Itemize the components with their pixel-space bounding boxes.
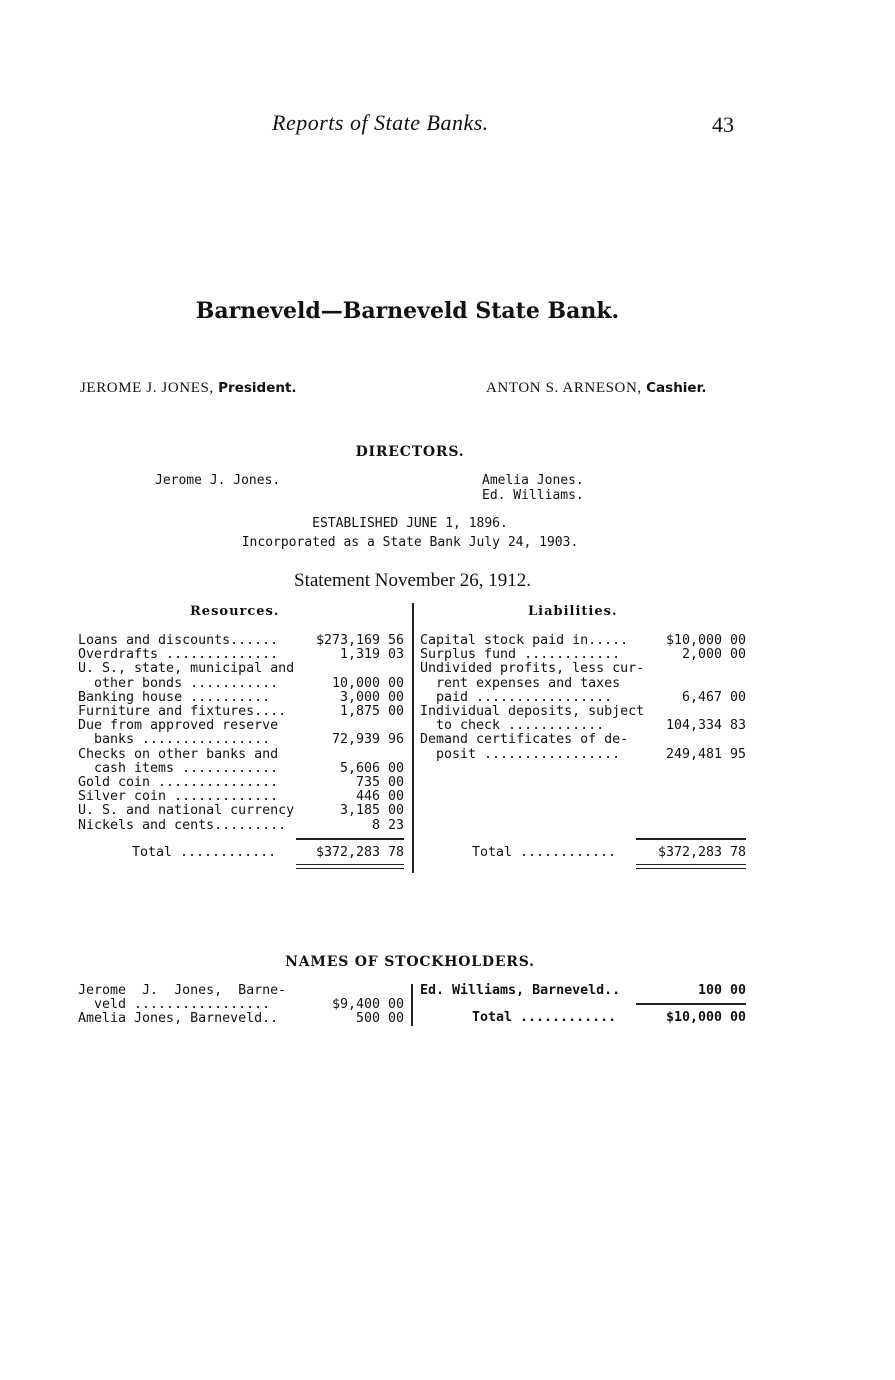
resource-label: Checks on other banks and (78, 746, 279, 762)
liabilities-total-double-rule (636, 864, 746, 869)
resource-label: Nickels and cents......... (78, 817, 287, 833)
statement-date: Statement November 26, 1912. (294, 570, 531, 591)
director-right-2: Ed. Williams. (482, 488, 584, 503)
liability-amount: 6,467 00 (681, 689, 746, 705)
resource-label: Loans and discounts...... (78, 633, 279, 648)
resource-label: Due from approved reserve (78, 718, 279, 734)
stockholders-left (78, 984, 408, 1029)
established-line: ESTABLISHED JUNE 1, 1896. (312, 516, 508, 531)
stockholder-label: Amelia Jones, Barneveld.. (78, 1011, 279, 1027)
running-head (0, 110, 895, 140)
stockholders-total-amount: $10,000 00 (665, 1010, 746, 1025)
resource-label: banks ................ (78, 732, 271, 748)
resource-amount: 3,185 00 (339, 803, 404, 819)
resources-total-amount: $372,283 78 (315, 845, 404, 860)
stockholders-total-rule (636, 1003, 746, 1005)
resource-amount: 1,875 00 (339, 704, 404, 719)
liabilities-table (420, 634, 750, 764)
liability-label: rent expenses and taxes (420, 675, 621, 691)
resource-label: Gold coin ............... (78, 775, 279, 790)
liability-label: paid ................. (420, 689, 613, 705)
resource-amount: 735 00 (355, 775, 404, 790)
liability-amount: 104,334 83 (665, 718, 746, 734)
stockholder-amount: $9,400 00 (331, 997, 404, 1013)
resources-total-double-rule (296, 864, 404, 869)
liability-label: Surplus fund ............ (420, 647, 621, 663)
page-number: 43 (712, 112, 734, 137)
liability-amount: 249,481 95 (665, 746, 746, 762)
resource-amount: 3,000 00 (339, 689, 404, 705)
president-name: JEROME J. JONES, (80, 380, 214, 396)
resource-amount: 446 00 (355, 789, 404, 805)
stockholders-divider (411, 984, 413, 1026)
director-right-1: Amelia Jones. (482, 473, 584, 488)
resources-total-label: Total ............ (132, 845, 277, 860)
liabilities-heading: Liabilities. (528, 604, 618, 619)
resources-heading: Resources. (190, 604, 280, 619)
stockholders-total-label: Total ............ (472, 1010, 617, 1025)
stockholder-amount: 100 00 (697, 983, 746, 998)
resource-label: U. S. and national currency (78, 803, 295, 819)
resource-amount: 72,939 96 (331, 732, 404, 748)
stockholder-label: veld ................. (78, 997, 271, 1013)
incorporated-line: Incorporated as a State Bank July 24, 1903. (241, 535, 579, 550)
president (80, 380, 297, 397)
liability-label: Individual deposits, subject (420, 704, 645, 719)
liability-amount: 2,000 00 (681, 647, 746, 663)
liabilities-total-rule (636, 838, 746, 840)
liability-label: to check ............ (420, 718, 605, 734)
liability-label: Undivided profits, less cur- (420, 661, 645, 677)
resource-amount: 1,319 03 (339, 647, 404, 663)
stockholder-label: Jerome J. Jones, Barne- (78, 983, 287, 998)
liability-amount: $10,000 00 (665, 633, 746, 648)
liability-label: Capital stock paid in..... (420, 633, 629, 648)
cashier-role: Cashier. (646, 380, 707, 396)
cashier (486, 380, 706, 397)
resource-label: Overdrafts .............. (78, 647, 279, 663)
stockholder-amount: 500 00 (355, 1011, 404, 1027)
resources-total-rule (296, 838, 404, 840)
resource-label: Furniture and fixtures.... (78, 704, 287, 719)
resource-amount: $273,169 56 (315, 633, 404, 648)
running-title: Reports of State Banks. (272, 110, 489, 135)
bank-title: Barneveld—Barneveld State Bank. (195, 298, 620, 324)
resource-label: Banking house .......... (78, 689, 271, 705)
liability-label: Demand certificates of de- (420, 732, 629, 748)
liabilities-total-label: Total ............ (472, 845, 617, 860)
stockholder-label: Ed. Williams, Barneveld.. (420, 983, 621, 998)
directors-heading: DIRECTORS. (355, 444, 465, 460)
director-left-1: Jerome J. Jones. (155, 473, 281, 488)
resource-amount: 8 23 (371, 817, 404, 833)
resource-amount: 5,606 00 (339, 760, 404, 776)
liability-label: posit ................. (420, 746, 621, 762)
resources-table (78, 634, 408, 834)
resource-label: Silver coin ............. (78, 789, 279, 805)
cashier-name: ANTON S. ARNESON, (486, 380, 642, 396)
resource-amount: 10,000 00 (331, 675, 404, 691)
stockholders-heading: NAMES OF STOCKHOLDERS. (285, 954, 535, 970)
resource-label: other bonds ........... (78, 675, 279, 691)
liabilities-total-amount: $372,283 78 (657, 845, 746, 860)
president-role: President. (218, 380, 297, 396)
resource-label: cash items ............ (78, 760, 279, 776)
resource-label: U. S., state, municipal and (78, 661, 295, 677)
center-divider (412, 603, 414, 873)
